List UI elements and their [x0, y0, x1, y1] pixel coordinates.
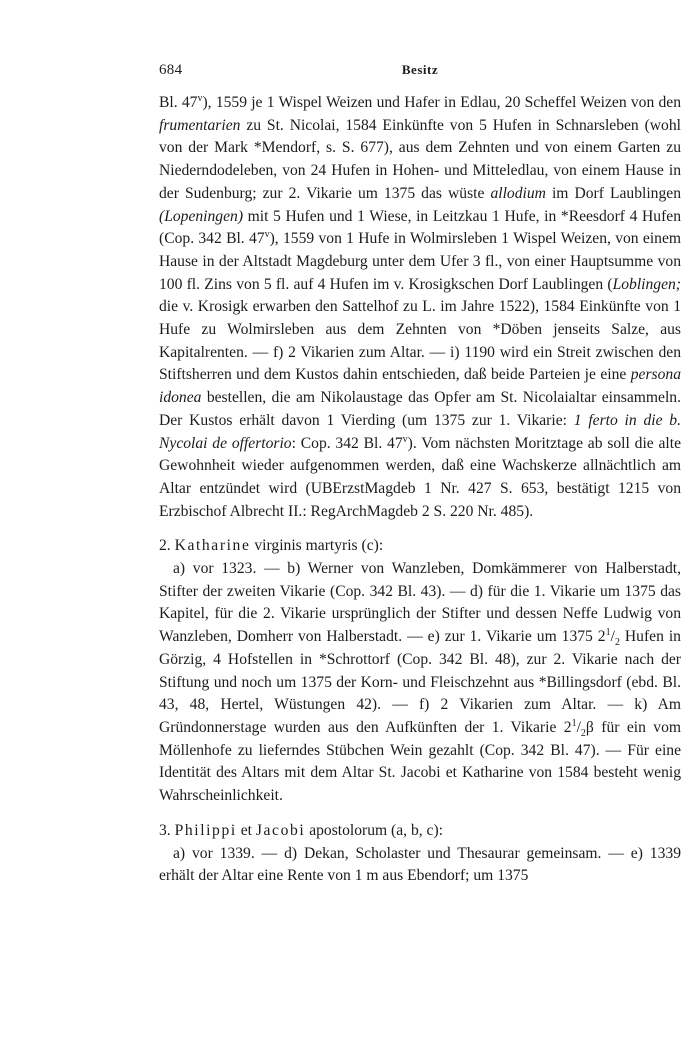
section-heading: 2. Katharine virginis martyris (c):	[159, 537, 384, 555]
running-title: Besitz	[401, 62, 439, 77]
section-heading: 3. Philippi et Jacobi apostolorum (a, b, c):	[159, 821, 444, 839]
running-head	[159, 58, 681, 84]
page-number: 684	[159, 62, 183, 78]
body-text	[159, 92, 681, 888]
continuation-paragraph: Bl. 47$^v$), 1559 je 1 Wispel Weizen und Hafer in Edlau, 20 Scheffel Weizen von den frumentarien zu St. Nicolai, 1584 Einkünfte von 5 Hufen in Schnarsleben (wohl von der Mark *Mendorf, s. S. 677), aus dem Zehnten und von einem Garten zu Niederndodeleben, von 24 Hufen in Hohen- und Mitteledlau, von einem Hause in der Sudenburg; zur 2. Vikarie um 1375 das wüste allodium im Dorf Laublingen (Lopeningen) mit 5 Hufen und 1 Wiese, in Leitzkau 1 Hufe, in *Reesdorf 4 Hufen (Cop. 342 Bl. 47$^v$), 1559 von 1 Hufe in Wolmirsleben 1 Wispel Weizen, von einem Hause in der Altstadt Magdeburg unter dem Ufer 3 fl., von einer Hauptsumme von 100 fl. Zins von 5 fl. auf 4 Hufen im v. Krosigkschen Dorf Laublingen (Loblingen; die v. Krosigk erwarben den Sattelhof zu L. im Jahre 1522), 1584 Einkünfte von 1 Hufe zu Wolmirsleben aus dem Zehnten von *Döben jenseits Salze, aus Kapitalrenten. — f) 2 Vikarien zum Altar. — i) 1190 wird ein Streit zwischen den Stiftsherren und dem Kustos dahin entschieden, daß beide Parteien je eine persona idonea bestellen, die am Nikolaustage das Opfer am St. Nicolaialtar einsammeln. Der Kustos erhält davon 1 Vierding (um 1375 zur 1. Vikarie: 1 ferto in die b. Nycolai de offertorio: Cop. 342 Bl. 47$^v$). Vom nächsten Moritztage ab soll die alte Gewohnheit wieder aufgenommen werden, daß eine Wachskerze allnächtlich am Altar entzündet wird (UBErzstMagdeb 1 Nr. 427 S. 653, bestätigt 1215 von Erzbischof Albrecht II.: RegArchMagdeb 2 S. 220 Nr. 485).	[159, 92, 682, 520]
book-page	[159, 58, 681, 888]
section-katharine	[159, 535, 681, 807]
section-philippi-jacobi	[159, 820, 681, 888]
section-paragraph: a) vor 1339. — d) Dekan, Scholaster und Thesaurar gemeinsam. — e) 1339 erhält der Altar eine Rente von 1 m aus Ebendorf; um 1375	[159, 844, 681, 885]
section-paragraph: a) vor 1323. — b) Werner von Wanzleben, Domkämmerer von Halberstadt, Stifter der zweiten Vikarie (Cop. 342 Bl. 43). — d) für die 1. Vikarie um 1375 das Kapitel, für die 2. Vikarie ursprünglich der Stifter und dessen Neffe Ludwig von Wanzleben, Domherr von Halberstadt. — e) zur 1. Vikarie um 1375 $2^1/_2$ Hufen in Görzig, 4 Hofstellen in *Schrottorf (Cop. 342 Bl. 48), zur 2. Vikarie nach der Stiftung und noch um 1375 der Korn- und Fleischzehnt aus *Billingsdorf (ebd. Bl. 43, 48, Hertel, Wüstungen 42). — f) 2 Vikarien zum Altar. — k) Am Gründonnerstage wurden aus den Aufkünften der 1. Vikarie $2^1/_2\beta$ für ein vom Möllenhofe zu lieferndes Stübchen Wein gezahlt (Cop. 342 Bl. 47). — Für eine Identität des Altars mit dem Altar St. Jacobi et Katharine von 1584 besteht wenig Wahrscheinlichkeit.	[159, 560, 681, 805]
